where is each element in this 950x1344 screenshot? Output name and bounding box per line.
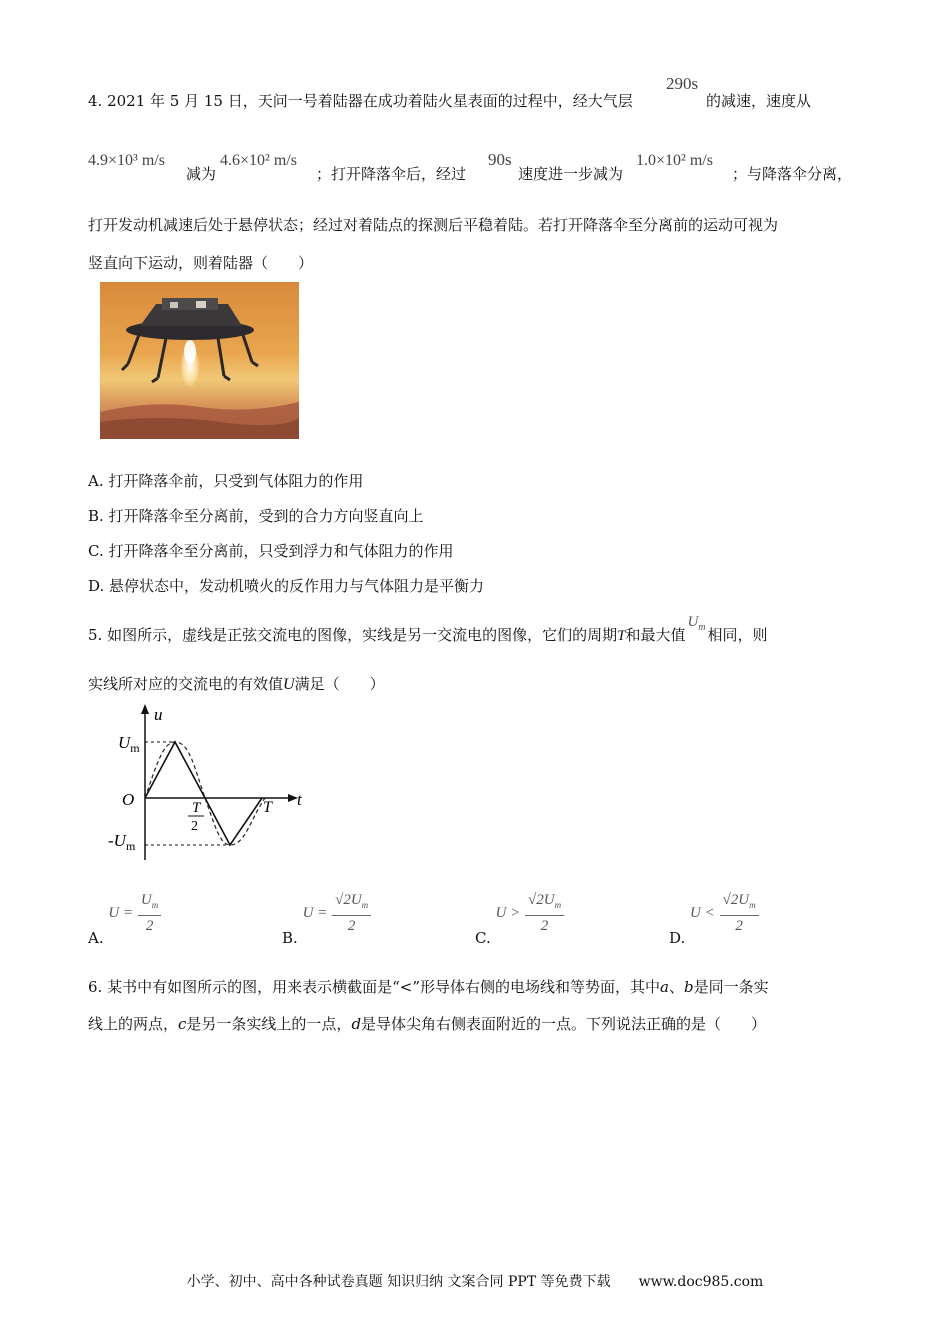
- q4-line-4: 竖直向下运动，则着陆器（ ）: [88, 254, 314, 272]
- q4-option-c: C. 打开降落伞至分离前，只受到浮力和气体阻力的作用: [88, 542, 454, 560]
- point-a: a: [660, 978, 669, 996]
- q4-text: 速度进一步减为: [518, 165, 624, 183]
- q5-text: 和最大值: [625, 626, 686, 644]
- q5-ac-graph: [100, 700, 320, 870]
- q4-velocity-1: 4.9×10³ m/s: [88, 152, 165, 169]
- origin-label: O: [122, 790, 135, 809]
- q4-text: ；打开降落伞后，经过: [316, 165, 467, 183]
- period-label: T: [263, 799, 272, 816]
- q4-line-3: 打开发动机减速后处于悬停状态；经过对着陆点的探测后平稳着陆。若打开降落伞至分离前的运动可视为: [88, 216, 779, 234]
- q5-line-1: [88, 614, 768, 647]
- q4-text: 4. 2021 年 5 月 15 日，天问一号着陆器在成功着陆火星表面的过程中，经大气层: [88, 92, 633, 110]
- q6-line-1: 6. 某书中有如图所示的图，用来表示横截面是“<”形导体右侧的电场线和等势面，其中a、b是同一条实: [88, 978, 769, 996]
- q5-text: 5. 如图所示，虚线是正弦交流电的图像，实线是另一交流电的图像，它们的周期: [88, 626, 618, 644]
- um-label: $U_m$: [118, 733, 140, 755]
- q5-period-T: T: [617, 628, 626, 644]
- q4-text: ；与降落伞分离，: [732, 165, 853, 183]
- q4-velocity-2: 4.6×10² m/s: [220, 152, 297, 169]
- page-footer: 小学、初中、高中各种试卷真题 知识归纳 文案合同 PPT 等免费下载 www.doc985.com: [186, 1274, 764, 1290]
- q5-option-c-fraction: $\frac{√2U_m}{2}$: [525, 890, 564, 936]
- u-axis-label: u: [154, 705, 163, 724]
- half-period-num: T: [192, 800, 201, 816]
- sine-wave-dashed: [145, 742, 265, 845]
- q5-option-c: C. U > $\frac{√2U_m}{2}$: [475, 890, 564, 936]
- q5-option-a: A. U = $\frac{U_m}{2}$: [88, 890, 161, 936]
- q5-option-b: B. U = $\frac{√2U_m}{2}$: [282, 890, 371, 936]
- t-axis-label: t: [297, 790, 302, 809]
- q5-text: 满足（ ）: [294, 675, 385, 693]
- point-b: b: [683, 978, 694, 996]
- q4-option-d: D. 悬停状态中，发动机喷火的反作用力与气体阻力是平衡力: [88, 577, 485, 595]
- q5-option-a-fraction: $\frac{U_m}{2}$: [138, 890, 161, 936]
- q4-time-290s: 290s: [666, 74, 699, 93]
- q5-text: 相同，则: [707, 626, 768, 644]
- q4-velocity-3: 1.0×10² m/s: [636, 152, 713, 169]
- q5-text: 实线所对应的交流电的有效值: [88, 675, 284, 693]
- mars-lander-illustration: [100, 282, 299, 439]
- q5-line-2: [88, 673, 385, 694]
- q4-option-b: B. 打开降落伞至分离前，受到的合力方向竖直向上: [88, 507, 424, 525]
- q4-text: 的减速，速度从: [706, 92, 812, 110]
- q5-option-b-fraction: $\frac{√2U_m}{2}$: [332, 890, 371, 936]
- point-d: d: [351, 1015, 362, 1033]
- u-axis-arrow: [141, 704, 149, 714]
- q4-text: 减为: [186, 165, 217, 183]
- q5-option-d-fraction: $\frac{√2U_m}{2}$: [720, 890, 759, 936]
- half-period-den: 2: [191, 819, 198, 834]
- q6-line-2: 线上的两点，c是另一条实线上的一点，d是导体尖角右侧表面附近的一点。下列说法正确的是（ ）: [88, 1015, 767, 1033]
- q4-line-1: [88, 90, 633, 111]
- q4-time-90s: 90s: [488, 150, 512, 169]
- point-c: c: [178, 1015, 187, 1033]
- q5-option-d: D. U < $\frac{√2U_m}{2}$: [669, 890, 759, 936]
- q5-um-symbol: $U_m$: [687, 614, 706, 633]
- q4-option-a: A. 打开降落伞前，只受到气体阻力的作用: [88, 472, 364, 490]
- neg-um-label: $-U_m$: [108, 831, 136, 853]
- q5-effective-U: U: [283, 676, 295, 693]
- mars-lander-photo: [100, 282, 299, 439]
